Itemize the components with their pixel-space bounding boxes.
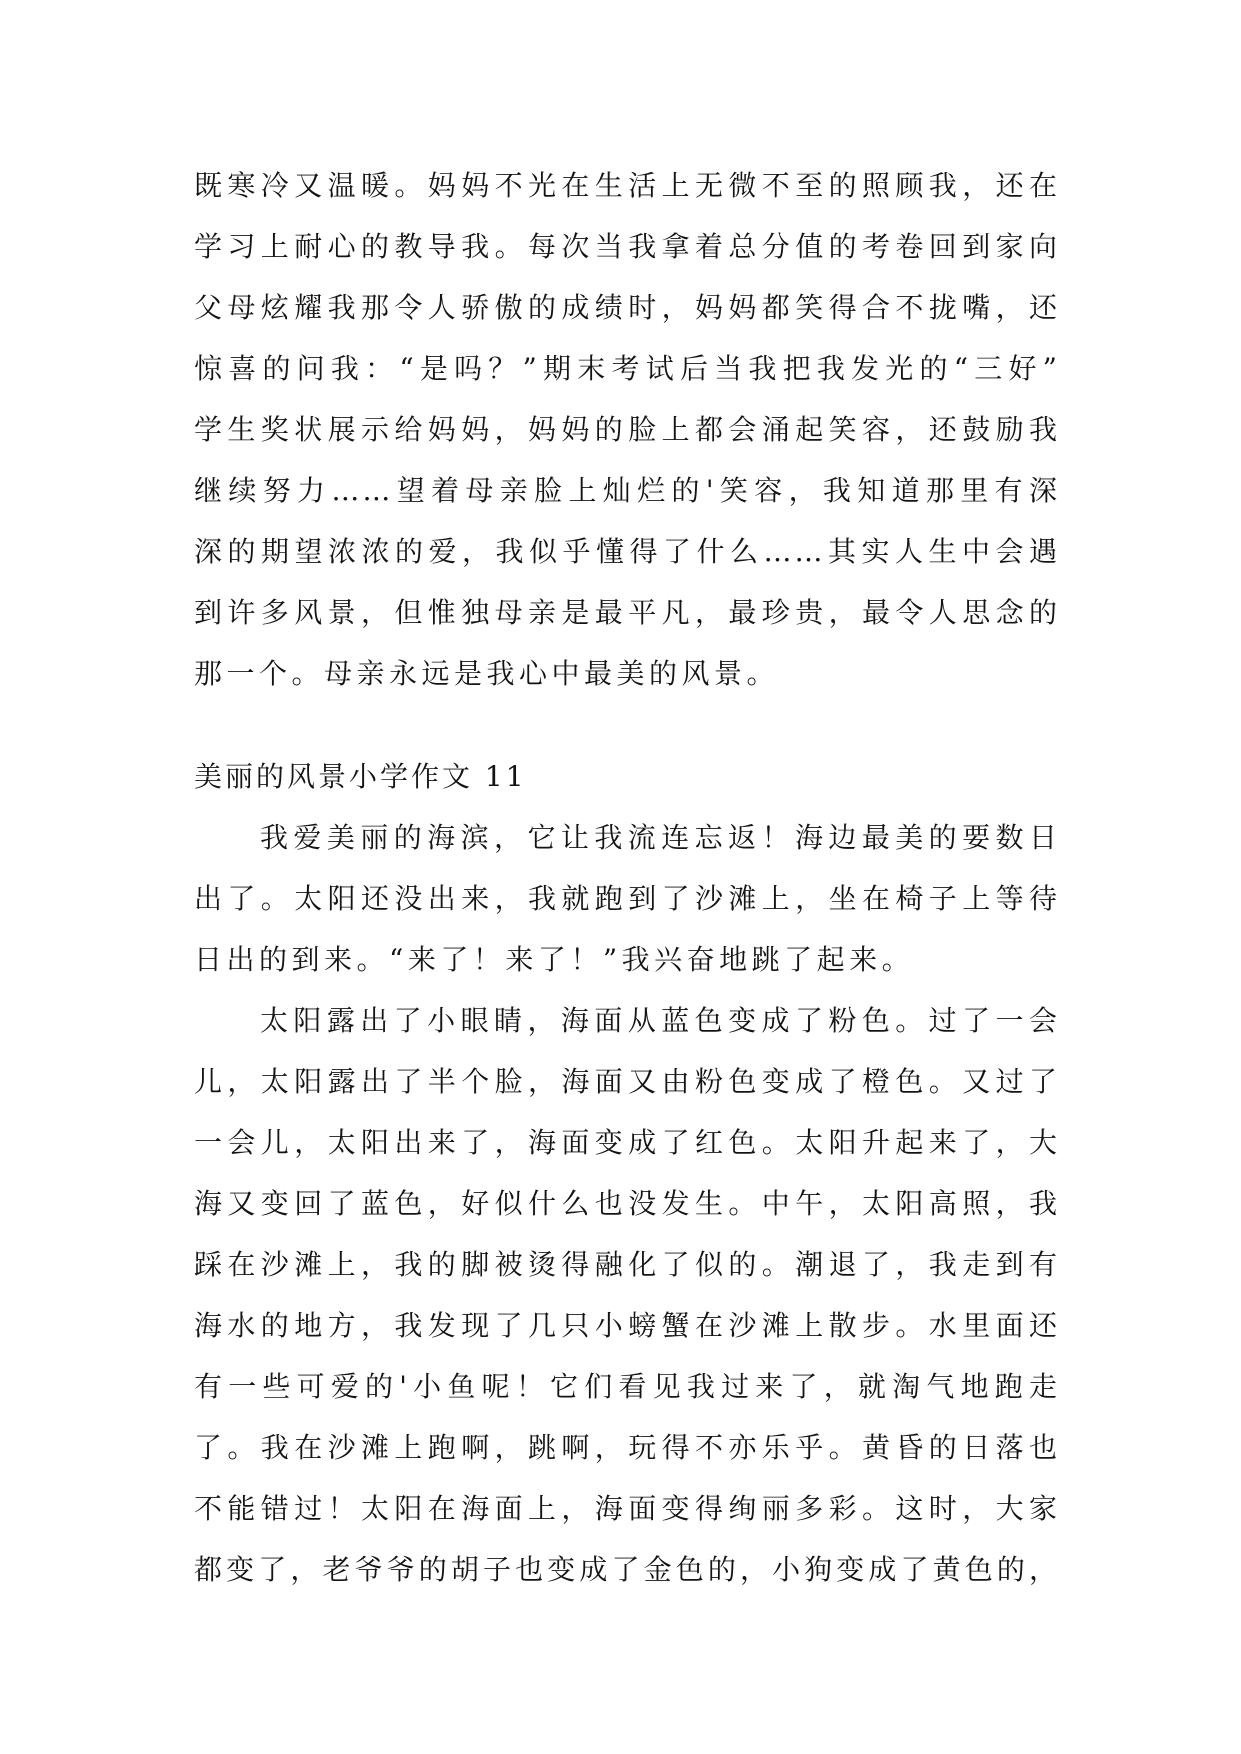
text-line: 我爱美丽的海滨，它让我流连忘返！海边最美的要数日 (260, 821, 1060, 854)
paragraph-sea-colors (194, 990, 1060, 1600)
text-line: 太阳露出了小眼睛，海面从蓝色变成了粉色。过了一会 (260, 1004, 1060, 1037)
paragraph-sunrise-intro (194, 807, 1060, 990)
text-line: 学生奖状展示给妈妈，妈妈的脸上都会涌起笑容，还鼓励我 (194, 413, 1060, 446)
paragraph-continuation (194, 155, 1060, 704)
text-line: 那一个。母亲永远是我心中最美的风景。 (194, 657, 780, 690)
text-line: 都变了，老爷爷的胡子也变成了金色的，小狗变成了黄色的， (194, 1553, 1060, 1586)
text-line: 深的期望浓浓的爱，我似乎懂得了什么……其实人生中会遇 (194, 535, 1060, 568)
text-line: 到许多风景，但惟独母亲是最平凡，最珍贵，最令人思念的 (194, 596, 1060, 629)
essay-title: 美丽的风景小学作文 11 (194, 760, 527, 793)
text-line: 学习上耐心的教导我。每次当我拿着总分值的考卷回到家向 (194, 230, 1060, 263)
text-line: 父母炫耀我那令人骄傲的成绩时，妈妈都笑得合不拢嘴，还 (194, 291, 1060, 324)
text-line: 海水的地方，我发现了几只小螃蟹在沙滩上散步。水里面还 (194, 1309, 1060, 1342)
text-line: 踩在沙滩上，我的脚被烫得融化了似的。潮退了，我走到有 (194, 1248, 1060, 1281)
text-line: 儿，太阳露出了半个脸，海面又由粉色变成了橙色。又过了 (194, 1065, 1060, 1098)
text-line: 一会儿，太阳出来了，海面变成了红色。太阳升起来了，大 (194, 1126, 1060, 1159)
text-line: 既寒冷又温暖。妈妈不光在生活上无微不至的照顾我，还在 (194, 169, 1060, 202)
text-line: 日出的到来。“来了！来了！”我兴奋地跳了起来。 (194, 943, 915, 976)
text-line: 了。我在沙滩上跑啊，跳啊，玩得不亦乐乎。黄昏的日落也 (194, 1431, 1060, 1464)
text-line: 海又变回了蓝色，好似什么也没发生。中午，太阳高照，我 (194, 1187, 1060, 1220)
text-line: 不能错过！太阳在海面上，海面变得绚丽多彩。这时，大家 (194, 1492, 1060, 1525)
text-line: 继续努力……望着母亲脸上灿烂的'笑容，我知道那里有深 (194, 474, 1060, 507)
text-line: 有一些可爱的'小鱼呢！它们看见我过来了，就淘气地跑走 (194, 1370, 1060, 1403)
text-line: 出了。太阳还没出来，我就跑到了沙滩上，坐在椅子上等待 (194, 882, 1060, 915)
text-line: 惊喜的问我：“是吗？”期末考试后当我把我发光的“三好” (194, 352, 1060, 385)
